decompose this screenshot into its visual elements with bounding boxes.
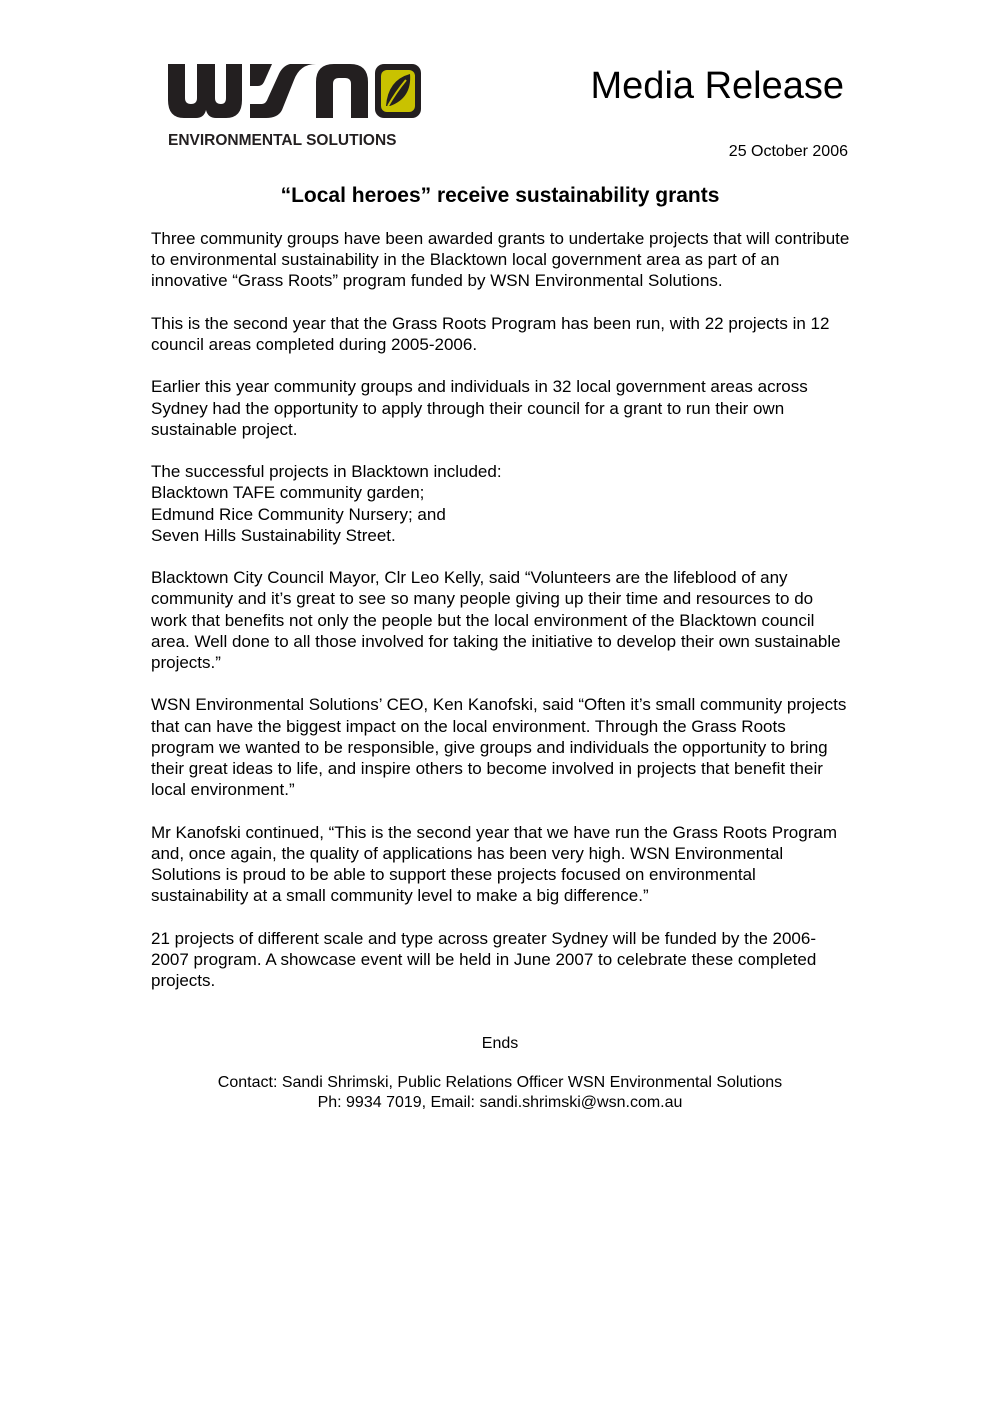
paragraph-ceo-quote: WSN Environmental Solutions’ CEO, Ken Kanofski, said “Often it’s small community projects that can have the biggest impact on the local environment. Through the Grass Roots program we wanted to be responsible, give groups and individuals the opportunity to bring their great ideas to life, and inspire others to become involved in projects that benefit their local environment.” [151, 695, 847, 800]
article-body [151, 228, 851, 1012]
logo-letter-w [168, 64, 242, 118]
paragraph-mayor-quote: Blacktown City Council Mayor, Clr Leo Kelly, said “Volunteers are the lifeblood of any community and it’s great to see so many people giving up their time and resources to do work that benefits not only the people but the local environment of the Blacktown council area. Well done to all those involved for taking the initiative to develop their own sustainable projects.” [151, 568, 841, 672]
document-type-title: Media Release [590, 65, 844, 107]
project-item: Edmund Rice Community Nursery; and [151, 504, 446, 524]
company-logo [166, 60, 428, 152]
ends-marker: Ends [481, 1035, 519, 1052]
paragraph-program-history: This is the second year that the Grass Roots Program has been run, with 22 projects in 12 council areas completed during 2005-2006. [151, 313, 830, 354]
paragraph-future-program: 21 projects of different scale and type across greater Sydney will be funded by the 2006-2007 program. A showcase event will be held in June 2007 to celebrate these completed projects. [151, 928, 817, 990]
contact-person: Contact: Sandi Shrimski, Public Relations Officer WSN Environmental Solutions [217, 1074, 783, 1091]
headline: “Local heroes” receive sustainability grants [280, 184, 720, 207]
paragraph-intro: Three community groups have been awarded grants to undertake projects that will contribute to environmental sustainability in the Blacktown local government area as part of an innovative “Grass Roots” program funded by WSN Environmental Solutions. [151, 229, 850, 291]
project-item: Seven Hills Sustainability Street. [151, 525, 396, 545]
wsn-logo-graphic [166, 60, 428, 152]
logo-tagline: ENVIRONMENTAL SOLUTIONS [168, 132, 397, 149]
release-date: 25 October 2006 [728, 143, 848, 160]
paragraph-ceo-continued: Mr Kanofski continued, “This is the second year that we have run the Grass Roots Program and, once again, the quality of applications has been very high. WSN Environmental Solutions is proud to be able to support these projects focused on environmental sustainability at a small community level to make a big difference.” [151, 822, 837, 906]
logo-letter-n [316, 64, 368, 118]
paragraph-application: Earlier this year community groups and individuals in 32 local government areas across Sydney had the opportunity to apply through their council for a grant to run their own sustainable project. [151, 377, 808, 439]
contact-details: Ph: 9934 7019, Email: sandi.shrimski@wsn.com.au [317, 1094, 683, 1111]
contact-block [100, 1073, 900, 1113]
projects-intro: The successful projects in Blacktown included: [151, 462, 502, 482]
projects-list [151, 461, 851, 546]
project-item: Blacktown TAFE community garden; [151, 483, 425, 503]
